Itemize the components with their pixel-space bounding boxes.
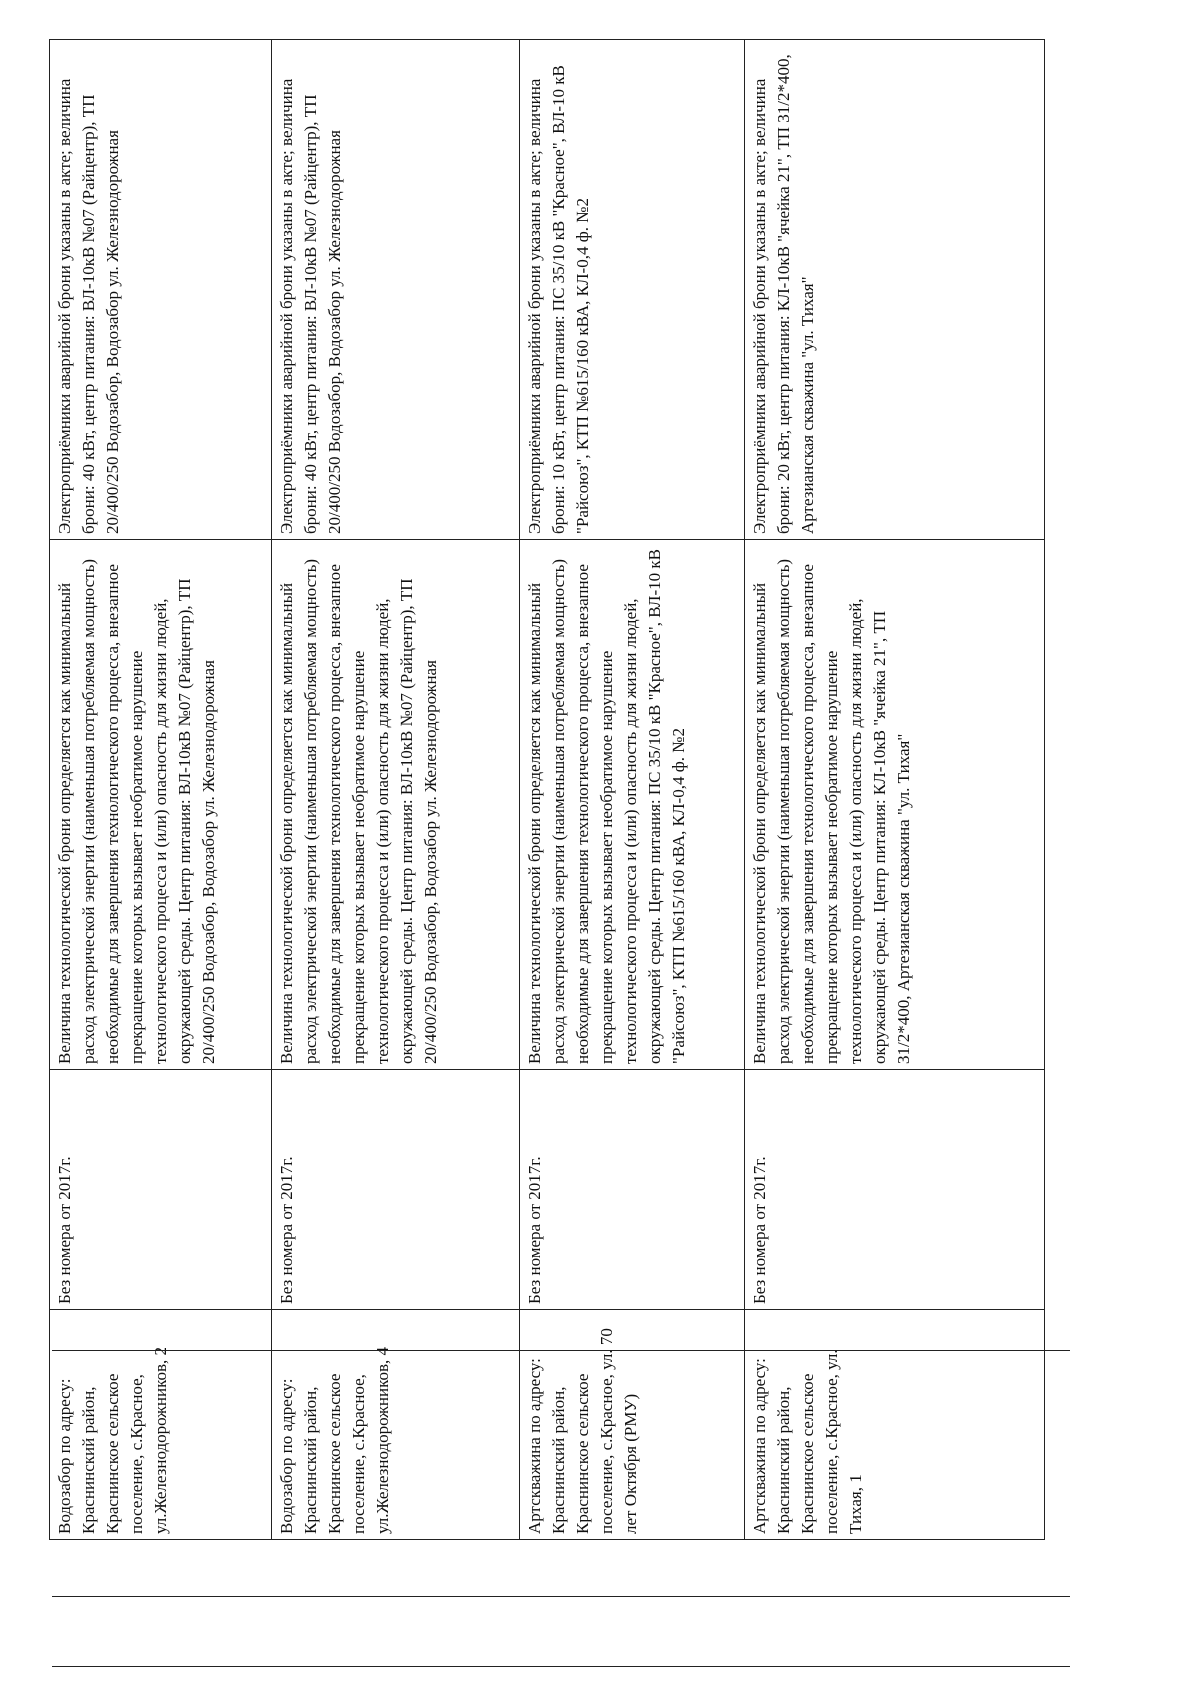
object-cell: Водозабор по адресу: Краснинский район, Краснинское сельское поселение, с.Красное, ул.Железнодорожников, 2	[50, 1310, 272, 1540]
object-cell: Водозабор по адресу: Краснинский район, Краснинское сельское поселение, с.Красное, ул.Железнодорожников, 4	[272, 1310, 520, 1540]
tech-reserve-cell: Величина технологической брони определяется как минимальный расход электрической энергии (наименьшая потребляемая мощность) необходимые для завершения технологического процесса, внезапное прекращение которых вызывает необратимое нарушение технологического процесса и (или) опасность для жизни людей, окружающей среды. Центр питания: КЛ-10кВ "ячейка 21", ТП 31/2*400, Артезианская скважина "ул. Тихая"	[745, 540, 1045, 1070]
emergency-reserve-cell: Электроприёмники аварийной брони указаны в акте; величина брони: 40 кВт, центр питания: ВЛ-10кВ №07 (Райцентр), ТП 20/400/250 Водозабор, Водозабор ул. Железнодорожная	[50, 40, 272, 540]
tech-reserve-cell: Величина технологической брони определяется как минимальный расход электрической энергии (наименьшая потребляемая мощность) необходимые для завершения технологического процесса, внезапное прекращение которых вызывает необратимое нарушение технологического процесса и (или) опасность для жизни людей, окружающей среды. Центр питания: ВЛ-10кВ №07 (Райцентр), ТП 20/400/250 Водозабор, Водозабор ул. Железнодорожная	[272, 540, 520, 1070]
emergency-reserve-cell: Электроприёмники аварийной брони указаны в акте; величина брони: 40 кВт, центр питания: ВЛ-10кВ №07 (Райцентр), ТП 20/400/250 Водозабор, Водозабор ул. Железнодорожная	[272, 40, 520, 540]
divider-line	[52, 1596, 1070, 1597]
act-cell: Без номера от 2017г.	[520, 1070, 745, 1310]
table-row	[745, 40, 1045, 1540]
act-cell: Без номера от 2017г.	[50, 1070, 272, 1310]
object-cell: Артскважина по адресу: Краснинский район, Краснинское сельское поселение, с.Красное, ул. 70 лет Октября (РМУ)	[520, 1310, 745, 1540]
act-cell: Без номера от 2017г.	[745, 1070, 1045, 1310]
tech-reserve-cell: Величина технологической брони определяется как минимальный расход электрической энергии (наименьшая потребляемая мощность) необходимые для завершения технологического процесса, внезапное прекращение которых вызывает необратимое нарушение технологического процесса и (или) опасность для жизни людей, окружающей среды. Центр питания: ПС 35/10 кВ "Красное", ВЛ-10 кВ "Райсоюз", КТП №615/160 кВА, КЛ-0,4 ф. №2	[520, 540, 745, 1070]
emergency-reserve-cell: Электроприёмники аварийной брони указаны в акте; величина брони: 20 кВт, центр питания: КЛ-10кВ "ячейка 21", ТП 31/2*400, Артезианская скважина "ул. Тихая"	[745, 40, 1045, 540]
power-reserve-table	[49, 39, 1045, 1540]
act-cell: Без номера от 2017г.	[272, 1070, 520, 1310]
object-cell: Артскважина по адресу: Краснинский район, Краснинское сельское поселение, с.Красное, ул. Тихая, 1	[745, 1310, 1045, 1540]
rotated-table-region	[49, 40, 1071, 1534]
tech-reserve-cell: Величина технологической брони определяется как минимальный расход электрической энергии (наименьшая потребляемая мощность) необходимые для завершения технологического процесса, внезапное прекращение которых вызывает необратимое нарушение технологического процесса и (или) опасность для жизни людей, окружающей среды. Центр питания: ВЛ-10кВ №07 (Райцентр), ТП 20/400/250 Водозабор, Водозабор ул. Железнодорожная	[50, 540, 272, 1070]
table-row	[50, 40, 272, 1540]
rotated-table-container	[49, 40, 1044, 1540]
table-row	[520, 40, 745, 1540]
emergency-reserve-cell: Электроприёмники аварийной брони указаны в акте; величина брони: 10 кВт, центр питания: ПС 35/10 кВ "Красное", ВЛ-10 кВ "Райсоюз", КТП №615/160 кВА, КЛ-0,4 ф. №2	[520, 40, 745, 540]
table-row	[272, 40, 520, 1540]
divider-line	[52, 1666, 1070, 1667]
divider-line	[52, 1350, 1070, 1351]
